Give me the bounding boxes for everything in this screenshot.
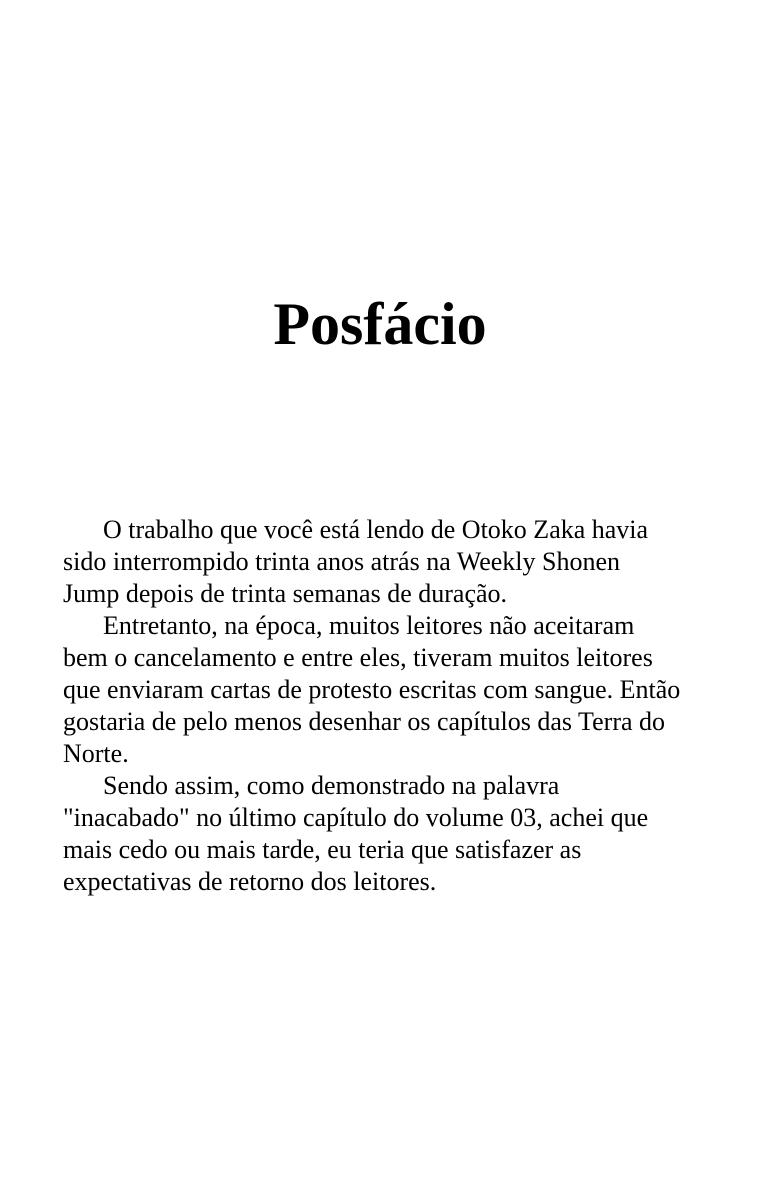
text-line: Jump depois de trinta semanas de duração. [63, 579, 508, 608]
afterword-body [63, 514, 713, 898]
text-line: que enviaram cartas de protesto escritas com sangue. Então [63, 675, 681, 704]
text-line: Norte. [63, 739, 129, 768]
text-line: O trabalho que você está lendo de Otoko Zaka havia [103, 515, 649, 544]
text-line: mais cedo ou mais tarde, eu teria que satisfazer as [63, 835, 582, 864]
text-line: sido interrompido trinta anos atrás na Weekly Shonen [63, 547, 621, 576]
text-line: gostaria de pelo menos desenhar os capítulos das Terra do [63, 707, 666, 736]
paragraph-1 [63, 514, 713, 610]
text-line: bem o cancelamento e entre eles, tiveram muitos leitores [63, 643, 653, 672]
paragraph-3 [63, 770, 713, 898]
text-line: "inacabado" no último capítulo do volume 03, achei que [63, 803, 649, 832]
page-title: Posfácio [273, 291, 487, 357]
paragraph-2 [63, 610, 713, 770]
text-line: expectativas de retorno dos leitores. [63, 867, 437, 896]
text-line: Entretanto, na época, muitos leitores não aceitaram [103, 611, 635, 640]
text-line: Sendo assim, como demonstrado na palavra [103, 771, 560, 800]
